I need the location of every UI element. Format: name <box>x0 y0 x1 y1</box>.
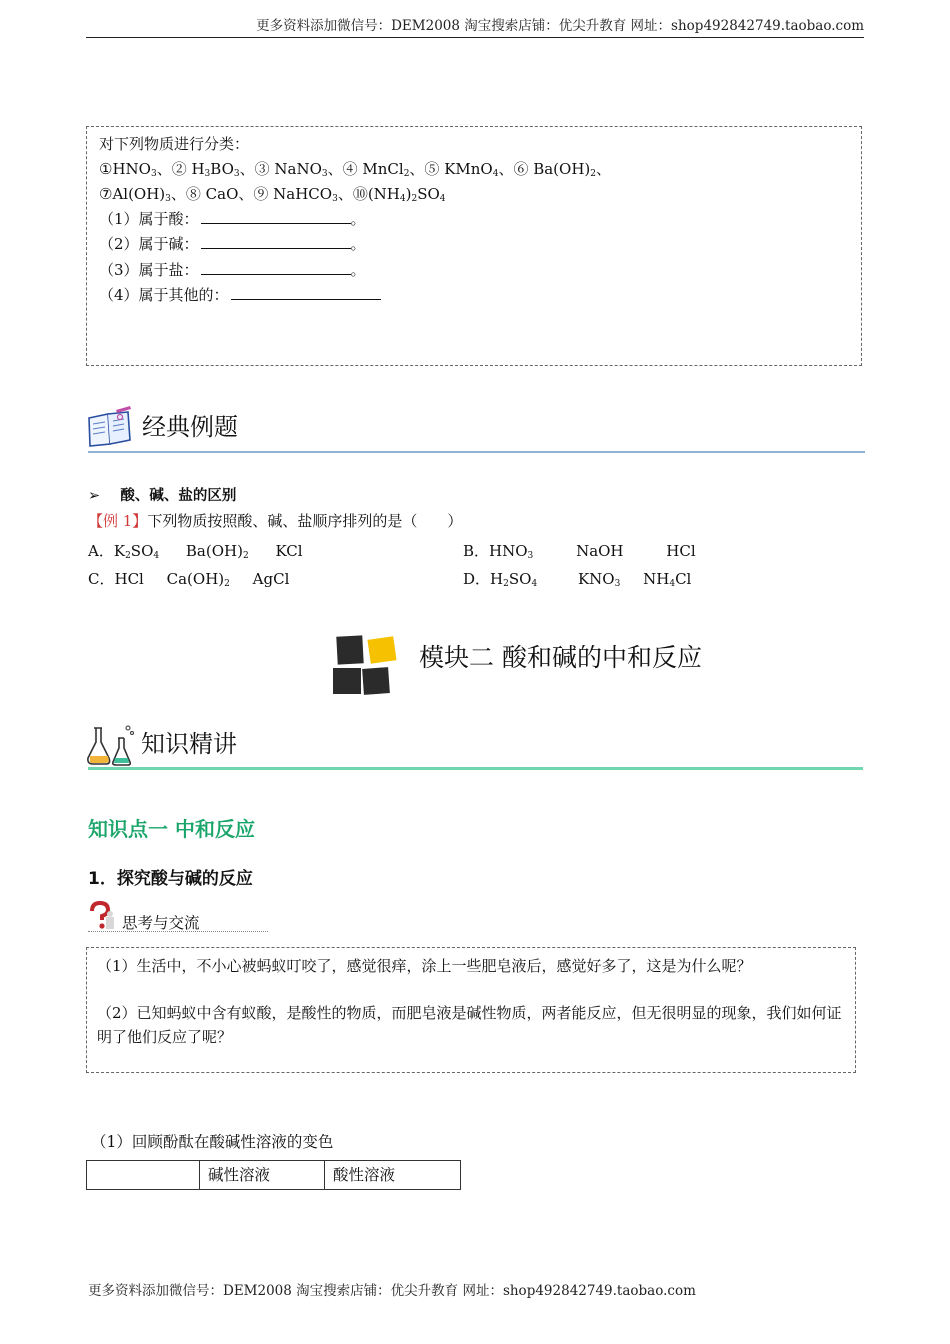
example-tag: 【例 1】 <box>88 512 148 530</box>
think-question-1: （1）生活中，不小心被蚂蚁叮咬了，感觉很痒，涂上一些肥皂液后，感觉好多了，这是为什么呢？ <box>97 957 752 975</box>
option-b[interactable]: B．$HNO_3$ NaOH HCl <box>463 542 696 561</box>
classification-box <box>86 126 862 366</box>
classify-items-row2: $⑦Al(OH)_3$、⑧ CaO、⑨ NaHCO$_3$、$⑩(NH_4)_2SO_4$ <box>99 185 446 204</box>
example-subhead: ➢ 酸、碱、盐的区别 <box>88 488 237 504</box>
arrow-icon: ➢ <box>88 488 101 504</box>
open-book-icon <box>86 404 134 450</box>
classify-q3: （3）属于盐： 。 <box>99 261 366 279</box>
think-question-2: （2）已知蚂蚁中含有蚁酸，是酸性的物质，而肥皂液是碱性物质，两者能反应，但无很明显的现象，我们如何证明了他们反应了呢？ <box>97 1004 842 1046</box>
option-d[interactable]: D．$H_2SO_4$ $KNO_3$ $NH_4Cl$ <box>463 570 692 589</box>
question-person-icon <box>86 901 118 931</box>
indicator-table <box>86 1160 461 1190</box>
option-a[interactable]: A．$K_2SO_4$ $Ba(OH)_2$ KCl <box>88 542 303 561</box>
section-divider <box>88 767 863 770</box>
example-question: 【例 1】下列物质按照酸、碱、盐顺序排列的是（ ） <box>88 512 463 530</box>
page-header: 更多资料添加微信号：DEM2008 淘宝搜索店铺：优尖升教育 网址：shop492842749.taobao.com <box>86 14 864 38</box>
classify-prompt: 对下列物质进行分类： <box>99 135 250 153</box>
knowledge-point-title: 知识点一 中和反应 <box>88 817 255 841</box>
classify-q1: （1）属于酸： 。 <box>99 210 366 228</box>
recall-text: （1）回顾酚酞在酸碱性溶液的变色 <box>91 1133 334 1151</box>
section-divider <box>88 451 865 453</box>
module-blocks-icon <box>331 634 403 696</box>
page-footer: 更多资料添加微信号：DEM2008 淘宝搜索店铺：优尖升教育 网址：shop492842749.taobao.com <box>88 1283 696 1299</box>
table-row <box>87 1161 461 1190</box>
think-box <box>86 947 856 1073</box>
answer-blank[interactable] <box>201 209 351 224</box>
classify-q2: （2）属于碱： 。 <box>99 235 366 253</box>
knowledge-point-subtitle: 1．探究酸与碱的反应 <box>88 869 253 889</box>
option-c[interactable]: C．HCl $Ca(OH)_2$ AgCl <box>88 570 290 589</box>
table-header-acidic: 酸性溶液 <box>325 1161 461 1190</box>
flask-icon <box>86 722 136 768</box>
think-underline <box>88 931 268 932</box>
classify-items-row1: $①HNO_3$、② $H_3BO_3$、③ NaNO$_3$、④ MnCl$_2$、⑤ KMnO$_4$、⑥ $Ba(OH)_2$、 <box>99 160 612 179</box>
think-label: 思考与交流 <box>122 914 200 932</box>
answer-blank[interactable] <box>201 234 351 249</box>
answer-blank[interactable] <box>201 260 351 275</box>
module-title: 模块二 酸和碱的中和反应 <box>419 643 702 672</box>
section-title-examples: 经典例题 <box>142 413 238 441</box>
table-cell <box>87 1161 200 1190</box>
classify-q4: （4）属于其他的： <box>99 284 381 305</box>
section-title-knowledge: 知识精讲 <box>141 730 237 758</box>
table-header-basic: 碱性溶液 <box>200 1161 325 1190</box>
answer-blank[interactable] <box>231 285 381 300</box>
